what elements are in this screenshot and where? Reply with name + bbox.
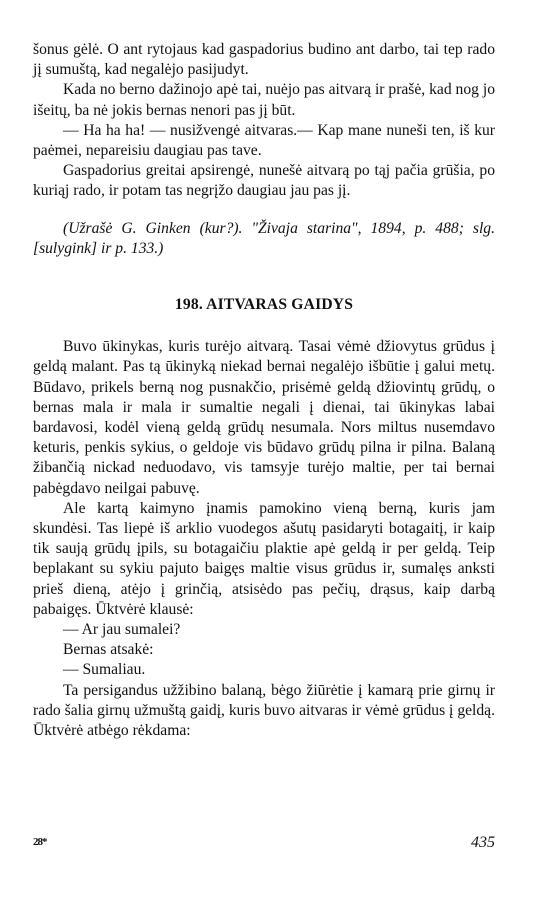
source-note: (Užrašė G. Ginken (kur?). "Živaja starina", 1894, p. 488; slg. [sulygink] ir p. 133.) xyxy=(33,219,495,257)
page-number: 435 xyxy=(471,834,495,851)
paragraph-continued: šonus gėlė. O ant rytojaus kad gaspadorius budino ant darbo, tai tep rado jį sumuštą, kad negalėjo pasijudyt. xyxy=(33,41,495,79)
story-paragraph: Buvo ūkinykas, kuris turėjo aitvarą. Tasai vėmė džiovytus grūdus į geldą malant. Pas tą ūkinyką niekad bernai negalėjo išbūtie į galui metų. Būdavo, prikels berną nog pusnakčio, prisėmė geldą džiovintų grūdų, o bernas mala ir mala ir sumaltie negali į dienai, tai ūkinykas labai bardavosi, kodėl vieną geldą grūdų nesumala. Nors miltus nusemdavo keturis, penkis sykius, o geldoje vis būdavo grūdų pilna ir pilna. Balaną žibančią nickad neduodavo, vis tamsyje turėjo maltie, per tai bernai pabėgdavo neilgai pabuvę. xyxy=(33,338,495,497)
dialogue-line: Bernas atsakė: xyxy=(63,641,154,659)
dialogue-line: — Sumaliau. xyxy=(63,661,146,679)
book-page xyxy=(33,40,495,741)
story-title: 198. AITVARAS GAIDYS xyxy=(174,296,354,314)
page-footer xyxy=(33,834,495,856)
story-paragraph: Ta persigandus užžibino balaną, bėgo žiūrėtie į kamarą prie girnų ir rado šalia girnų užmuštą gaidį, kuris buvo aitvaras ir vėmė grūdus į geldą. Ūktvėrė atbėgo rėkdama: xyxy=(33,681,495,740)
paragraph: Gaspadorius greitai apsirengė, nunešė aitvarą po tąj pačia grūšia, po kuriąj rado, ir potam tas negrįžo daugiau jau pas jį. xyxy=(33,162,495,200)
story-paragraph: Ale kartą kaimyno įnamis pamokino vieną berną, kuris jam skundėsi. Tas liepė iš arklio vuodegos ašutų pasidaryti botagaitį, ir kaip tik saują grūdų įpils, su botagaičiu plaktie apė geldą ir per geldą. Teip beplakant su sykiu pajuto baigęs maltie visus grūdus ir, sumalęs anksti prieš dieną, atėjo į grinčią, atsisėdo pas pečių, drąsus, kaip darbą pabaigęs. Ūktvėrė klausė: xyxy=(33,499,495,618)
dialogue-paragraph: — Ha ha ha! — nusižvengė aitvaras.— Kap mane nuneši ten, iš kur paėmei, nepareisiu daugiau pas tave. xyxy=(33,121,495,160)
dialogue-line: — Ar jau sumalei? xyxy=(63,621,181,639)
paragraph: Kada no berno dažinojo apė tai, nuėjo pas aitvarą ir prašė, kad nog jo išeitų, ba nė jokis bernas nenori pas jį būt. xyxy=(33,81,495,119)
signature-mark: 28* xyxy=(33,836,47,848)
